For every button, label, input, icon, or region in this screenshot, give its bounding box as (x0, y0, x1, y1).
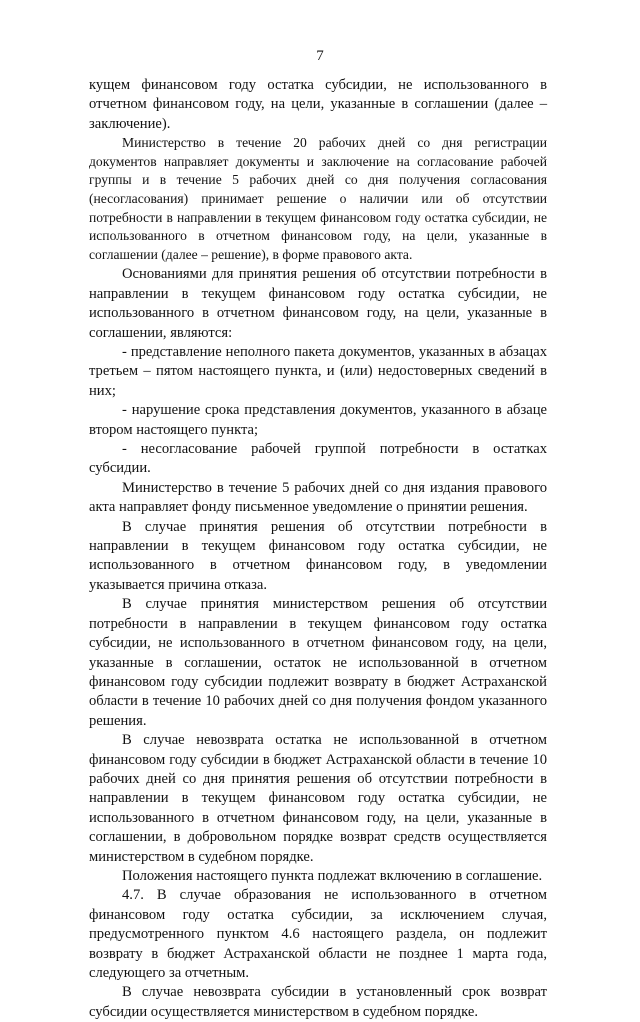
list-item-working-group-disapproval: - несогласование рабочей группой потребности в остатках субсидии. (89, 441, 547, 477)
paragraph-return-balance: В случае принятия министерством решения об отсутствии потребности в направлении в текущем финансовом году остатка субсидии, не использованного в отчетном финансовом году, на цели, указанные в соглашении, остаток не использованной в отчетном финансовом году субсидии подлежит возврату в бюджет Астраханской области в течение 10 рабочих дней со дня получения фондом указанного решения. (89, 596, 547, 729)
page-number: 7 (316, 48, 324, 64)
paragraph-continuation: кущем финансовом году остатка субсидии, не использованного в отчетном финансовом году, на цели, указанные в соглашении (далее – заключение). (89, 77, 547, 132)
paragraph-court-recovery: В случае невозврата остатка не использованной в отчетном финансовом году субсидии в бюджет Астраханской области в течение 10 рабочих дней со дня принятия решения об отсутствии потребности в направлении в текущем финансовом году остатка субсидии, не использованного в отчетном финансовом году, на цели, указанные в соглашении, в добровольном порядке возврат средств осуществляется министерством в судебном порядке. (89, 732, 547, 865)
paragraph-section-4-7: 4.7. В случае образования не использованного в отчетном финансовом году остатка субсидии, за исключением случая, предусмотренного пунктом 4.6 настоящего раздела, он подлежит возврату в бюджет Астраханской области не позднее 1 марта года, следующего за отчетным. (89, 887, 547, 981)
document-body (89, 76, 547, 1022)
paragraph-refusal-grounds: Основаниями для принятия решения об отсутствии потребности в направлении в текущем финансовом году остатка субсидии, не использованного в отчетном финансовом году, на цели, указанные в соглашении, являются: (89, 266, 547, 341)
list-item-incomplete-documents: - представление неполного пакета документов, указанных в абзацах третьем – пятом настоящего пункта, и (или) недостоверных сведений в них; (89, 344, 547, 399)
paragraph-agreement-inclusion: Положения настоящего пункта подлежат включению в соглашение. (122, 867, 543, 884)
paragraph-ministry-review: Министерство в течение 20 рабочих дней со дня регистрации документов направляет документы и заключение на согласование рабочей группы и в течение 5 рабочих дней со дня получения согласования (несогласования) принимает решение о наличии или об отсутствии потребности в направлении в текущем финансовом году остатка субсидии, не использованного в отчетном финансовом году, на цели, указанные в соглашении (далее – решение), в форме правового акта. (89, 135, 547, 262)
list-item-deadline-violation: - нарушение срока представления документов, указанного в абзаце втором настоящего пункта; (89, 402, 547, 438)
paragraph-refusal-reason: В случае принятия решения об отсутствии потребности в направлении в текущем финансовом году остатка субсидии, не использованного в отчетном финансовом году, в уведомлении указывается причина отказа. (89, 518, 547, 593)
paragraph-final-court-recovery: В случае невозврата субсидии в установленный срок возврат субсидии осуществляется министерством в судебном порядке. (89, 984, 547, 1020)
paragraph-notification: Министерство в течение 5 рабочих дней со дня издания правового акта направляет фонду письменное уведомление о принятии решения. (89, 479, 547, 516)
